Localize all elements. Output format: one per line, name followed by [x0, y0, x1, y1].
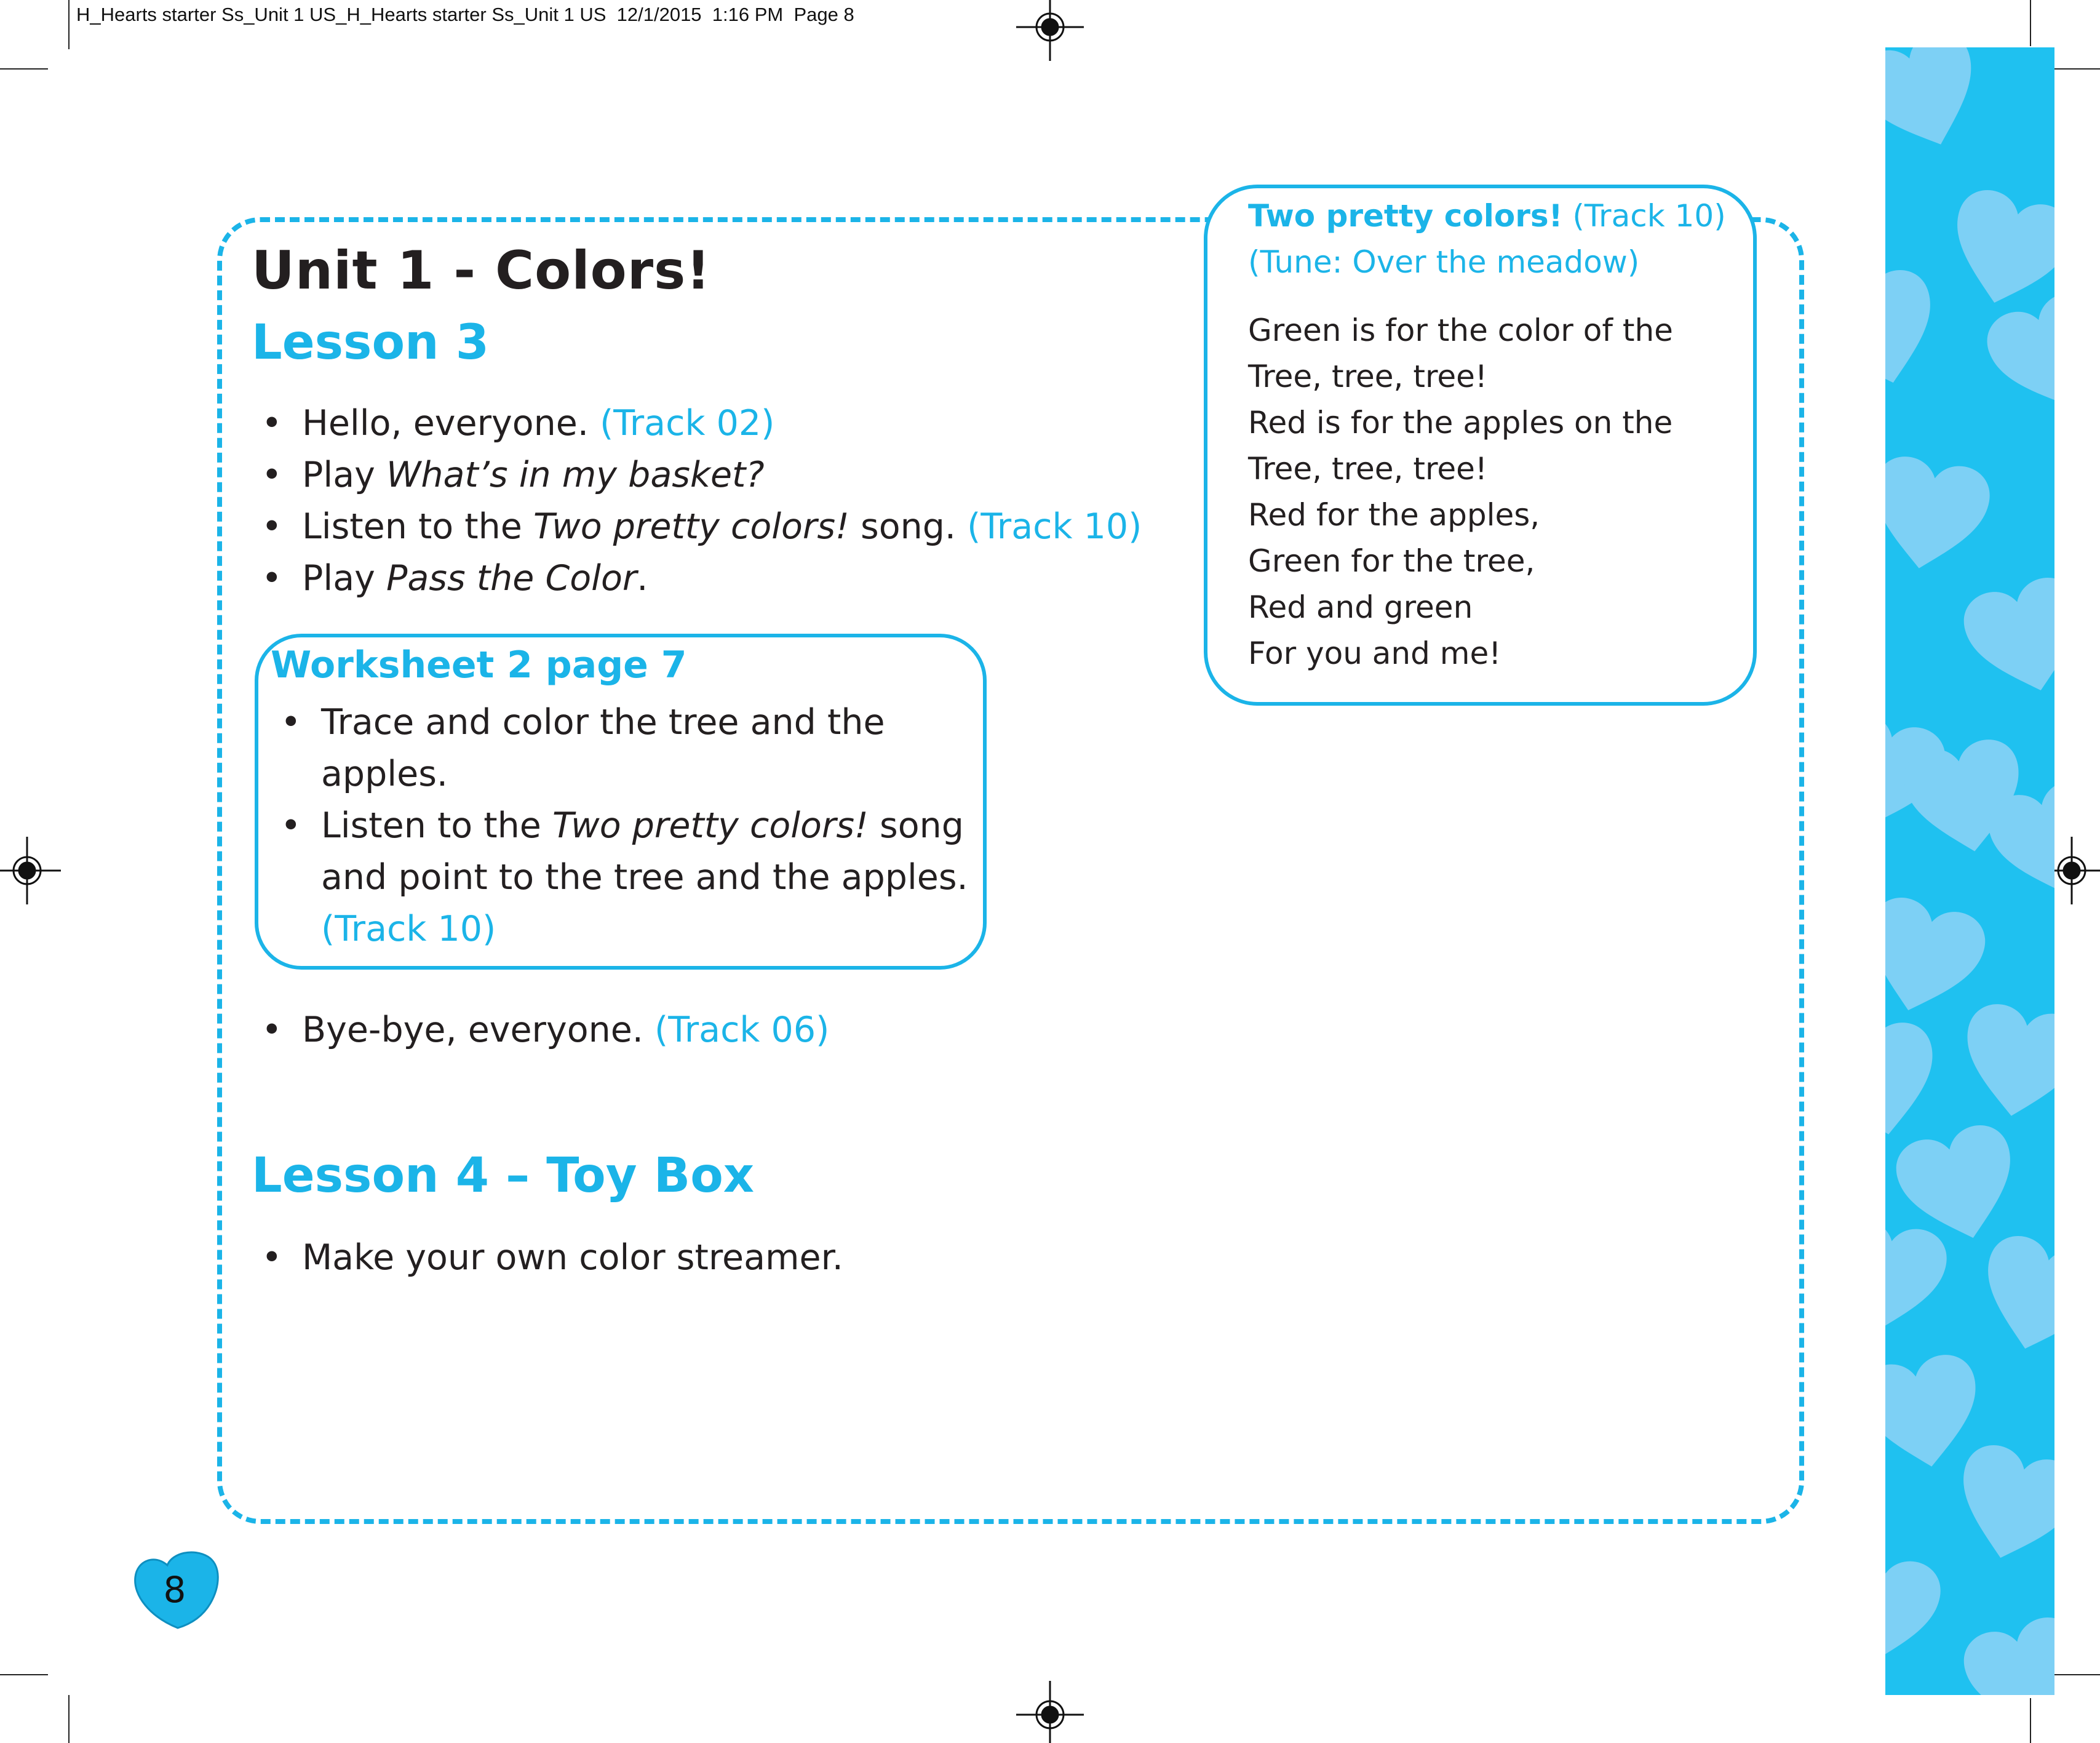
list-item: • Trace and color the tree and the apples. — [271, 696, 972, 800]
heart-icon — [1945, 1438, 2054, 1573]
item-text: Play — [302, 455, 386, 495]
heart-pattern — [1885, 47, 2054, 1695]
lyric-line: Tree, tree, tree! — [1248, 359, 1487, 394]
item-text: Bye-bye, everyone. — [302, 1010, 655, 1050]
closing-list — [252, 1004, 829, 1056]
list-item — [252, 552, 1142, 604]
list-item — [252, 501, 1142, 552]
song-tune: (Tune: Over the meadow) — [1248, 244, 1640, 280]
track-ref: (Track 10) — [1572, 198, 1726, 234]
heart-icon — [1957, 1611, 2054, 1695]
worksheet-list — [271, 696, 972, 955]
heart-icon — [1885, 263, 1949, 397]
page-number-heart — [132, 1549, 221, 1630]
song-lyrics — [1248, 308, 1673, 677]
heart-icon — [1970, 1229, 2054, 1363]
track-ref: (Track 10) — [321, 909, 496, 949]
item-text: . — [637, 558, 648, 599]
item-text: Listen to the — [302, 506, 533, 547]
worksheet-title: Worksheet 2 page 7 — [271, 644, 687, 687]
heart-icon — [1885, 891, 1992, 1025]
activity-name: Pass the Color — [386, 558, 637, 599]
lesson3-list — [252, 397, 1142, 604]
registration-mark-icon — [1016, 1681, 1084, 1743]
item-text: song and point to the tree and the apples. — [321, 805, 968, 898]
item-text: Hello, everyone. — [302, 403, 600, 444]
lesson4-list — [252, 1232, 843, 1283]
heart-icon — [1957, 571, 2054, 705]
lyric-line: For you and me! — [1248, 636, 1501, 671]
track-ref: (Track 10) — [967, 506, 1142, 547]
heart-icon — [1885, 1018, 1945, 1144]
item-text: song. — [849, 506, 968, 547]
list-item — [252, 397, 1142, 449]
song-title-line — [1248, 193, 1726, 239]
registration-mark-icon — [0, 837, 61, 904]
track-ref: (Track 06) — [654, 1010, 830, 1050]
print-header: H_Hearts starter Ss_Unit 1 US_H_Hearts starter Ss_Unit 1 US 12/1/2015 1:16 PM Page 8 — [76, 4, 854, 25]
heart-icon — [1955, 999, 2054, 1125]
item-text: Play — [302, 558, 386, 599]
song-name: Two pretty colors! — [552, 805, 869, 846]
item-text: Listen to the — [321, 805, 552, 846]
heart-icon — [1885, 1547, 1945, 1673]
list-item — [271, 800, 972, 955]
lyric-line: Red for the apples, — [1248, 497, 1540, 533]
activity-name: What’s in my basket? — [386, 455, 765, 495]
unit-title: Unit 1 - Colors! — [252, 240, 711, 301]
heart-pattern-stripe — [1885, 47, 2054, 1695]
list-item: • Make your own color streamer. — [252, 1232, 843, 1283]
registration-mark-icon — [1016, 0, 1084, 61]
lyric-line: Green is for the color of the — [1248, 313, 1673, 348]
song-name: Two pretty colors! — [533, 506, 849, 547]
heart-icon — [1885, 47, 1995, 164]
heart-icon — [1939, 183, 2054, 317]
page-number: 8 — [163, 1569, 186, 1611]
track-ref: (Track 02) — [600, 403, 775, 444]
lesson3-heading: Lesson 3 — [252, 315, 490, 370]
list-item — [252, 1004, 829, 1056]
list-item — [252, 449, 1142, 501]
heart-icon — [1979, 285, 2054, 426]
song-title: Two pretty colors! — [1248, 198, 1563, 234]
lyric-line: Red is for the apples on the — [1248, 405, 1673, 441]
lyric-line: Red and green — [1248, 589, 1473, 625]
lyric-line: Tree, tree, tree! — [1248, 451, 1487, 487]
lesson4-heading: Lesson 4 – Toy Box — [252, 1148, 755, 1203]
lyric-line: Green for the tree, — [1248, 543, 1535, 579]
heart-icon — [1885, 452, 1994, 578]
heart-icon — [1885, 1215, 1951, 1341]
